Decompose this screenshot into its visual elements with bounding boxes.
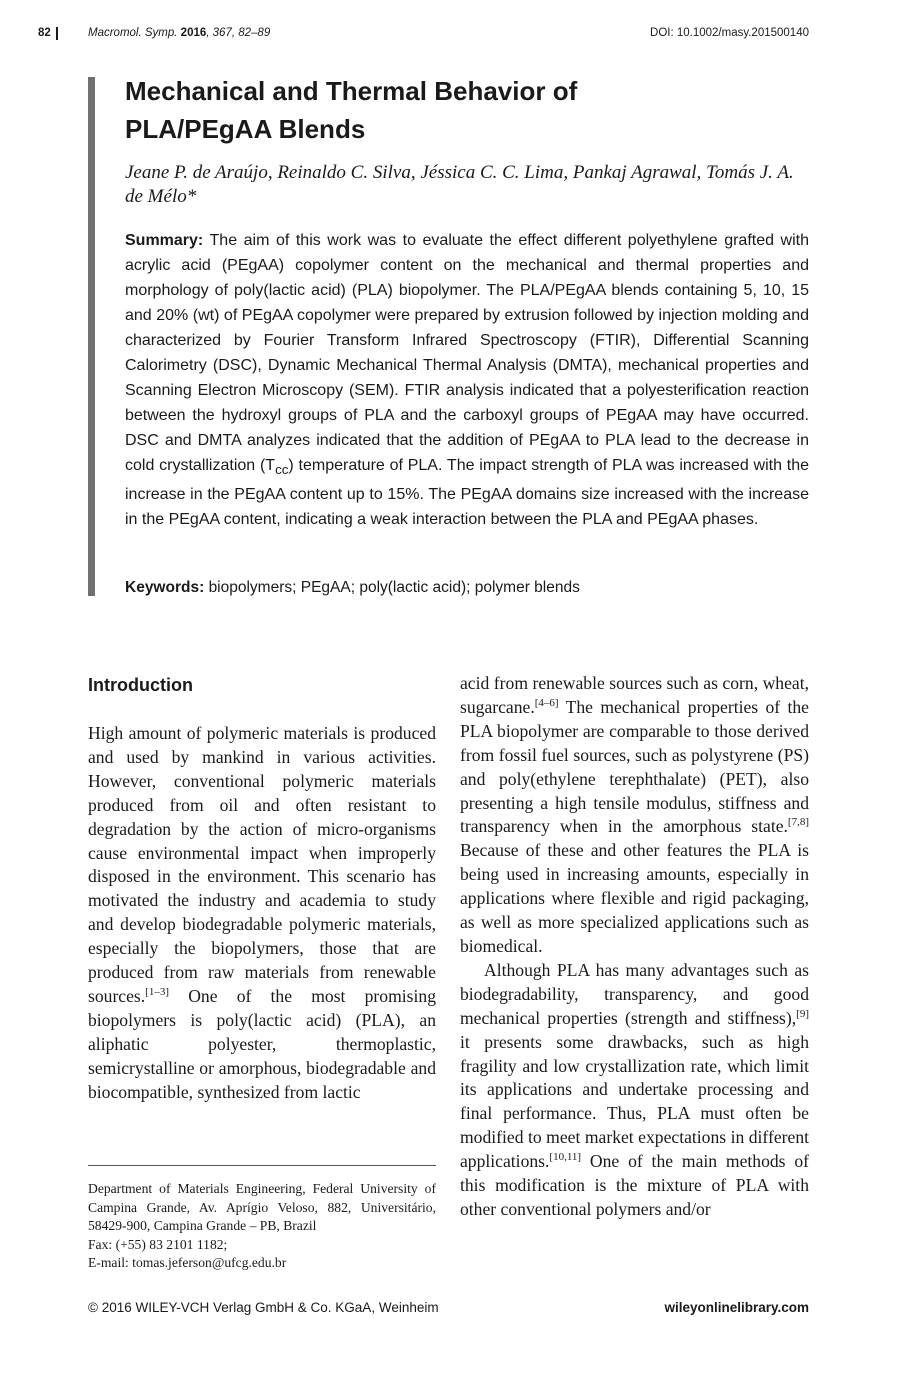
footnote-divider (88, 1165, 436, 1166)
fax-text: Fax: (+55) 83 2101 1182; (88, 1236, 228, 1252)
body-column-left (88, 672, 436, 1105)
citation-ref[interactable]: [1–3] (145, 986, 169, 999)
affiliation-text: Department of Materials Engineering, Federal University of Campina Grande, Av. Aprígio Veloso, 882, Universitário, 58429-900, Campina Grande – PB, Brazil (88, 1181, 436, 1234)
body-column-right (460, 672, 809, 1222)
abstract-accent-bar (88, 77, 95, 596)
citation-ref[interactable]: [4–6] (534, 697, 559, 710)
summary-text-1: The aim of this work was to evaluate the effect different polyethylene grafted with acrylic acid (PEgAA) copolymer content on the mechanical and thermal properties and morphology of poly(lactic acid) (PLA) biopolymer. The PLA/PEgAA blends containing 5, 10, 15 and 20% (wt) of PEgAA copolymer were prepared by extrusion followed by injection molding and characterized by Fourier Transform Infrared Spectroscopy (FTIR), Differential Scanning Calorimetry (DSC), Dynamic Mechanical Thermal Analysis (DMTA), mechanical properties and Scanning Electron Microscopy (SEM). FTIR analysis indicated that a polyesterification reaction between the hydroxyl groups of PLA and the carboxyl groups of PEgAA may have occurred. DSC and DMTA analyzes indicated that the addition of PEgAA to PLA lead to the decrease in cold crystallization (T (125, 232, 810, 474)
doi-link[interactable]: DOI: 10.1002/masy.201500140 (650, 27, 809, 39)
intro-p2-text-a: Although PLA has many advantages such as biodegradability, transparency, and good mechanical properties (strength and stiffness), (460, 959, 809, 1028)
page-number: 82 (38, 27, 51, 39)
citation-ref[interactable]: [10,11] (549, 1151, 582, 1164)
running-header (0, 27, 903, 43)
summary-label: Summary: (125, 232, 204, 249)
citation-ref[interactable]: [7,8] (787, 816, 809, 829)
intro-p1-text-b-cont: acid from renewable sources such as corn, wheat, sugarcane. (460, 673, 809, 717)
abstract-summary (125, 228, 809, 532)
tcc-subscript: cc (275, 462, 289, 478)
summary-text-2: ) temperature of PLA. The impact strength of PLA was increased with the increase in the PEgAA content up to 15%. The PEgAA domains size increased with the increase in the PEgAA content, indicating a weak interaction between the PLA and PEgAA phases. (125, 457, 809, 529)
article-title: Mechanical and Thermal Behavior of PLA/PEgAA Blends (125, 76, 578, 144)
intro-p2-text-c: One of the main methods of this modification is the mixture of PLA with other conventional polymers and/or (460, 1151, 809, 1219)
journal-pages: , 367, 82–89 (206, 27, 271, 39)
section-heading-introduction: Introduction (88, 675, 193, 695)
keywords (125, 576, 809, 600)
journal-citation (88, 27, 270, 39)
intro-p2-text-b: it presents some drawbacks, such as high fragility and low crystallization rate, which limit its applications and undertake processing and final performance. Thus, PLA must often be modified to meet market expectations in different applications. (460, 1031, 809, 1172)
intro-p1-text-b: One of the most promising biopolymers is poly(lactic acid) (PLA), an aliphatic polyester, thermoplastic, semicrystalline or amorphous, biodegradable and biocompatible, synthesized from lactic (88, 985, 436, 1102)
citation-ref[interactable]: [9] (796, 1007, 809, 1020)
email-text[interactable]: E-mail: tomas.jeferson@ufcg.edu.br (88, 1255, 287, 1271)
intro-p1-text-d: Because of these and other features the PLA is being used in increasing amounts, especially in applications where flexible and rigid packaging, as well as more specialized applications such as biomedical. (460, 840, 809, 956)
intro-paragraph-1-continued (460, 672, 809, 959)
keywords-text: biopolymers; PEgAA; poly(lactic acid); polymer blends (208, 579, 580, 596)
intro-p1-text-c: The mechanical properties of the PLA biopolymer are comparable to those derived from fossil fuel sources, such as polystyrene (PS) and poly(ethylene terephthalate) (PET), also presenting a high tensile modulus, stiffness and transparency when in the amorphous state. (460, 696, 809, 837)
journal-year: 2016 (180, 27, 207, 39)
intro-p1-text-a: High amount of polymeric materials is produced and used by mankind in various activities. However, conventional polymeric materials produced from oil and often resistant to degradation by the action of micro-organisms cause environmental impact when improperly disposed in the environment. This scenario has motivated the industry and academia to study and develop biodegradable polymeric materials, especially the biopolymers, those that are produced from raw materials from renewable sources. (88, 723, 436, 1006)
copyright-notice: © 2016 WILEY-VCH Verlag GmbH & Co. KGaA, Weinheim (88, 1300, 439, 1315)
journal-name: Macromol. Symp. (88, 27, 178, 39)
page-number-divider (56, 27, 58, 40)
author-list: Jeane P. de Araújo, Reinaldo C. Silva, Jéssica C. C. Lima, Pankaj Agrawal, Tomás J. A. de Mélo* (125, 162, 794, 207)
intro-paragraph-1 (88, 722, 436, 1105)
author-affiliation-footnote (88, 1180, 436, 1273)
intro-paragraph-2 (460, 959, 809, 1222)
keywords-label: Keywords: (125, 579, 205, 596)
publisher-website-link[interactable]: wileyonlinelibrary.com (664, 1300, 809, 1315)
